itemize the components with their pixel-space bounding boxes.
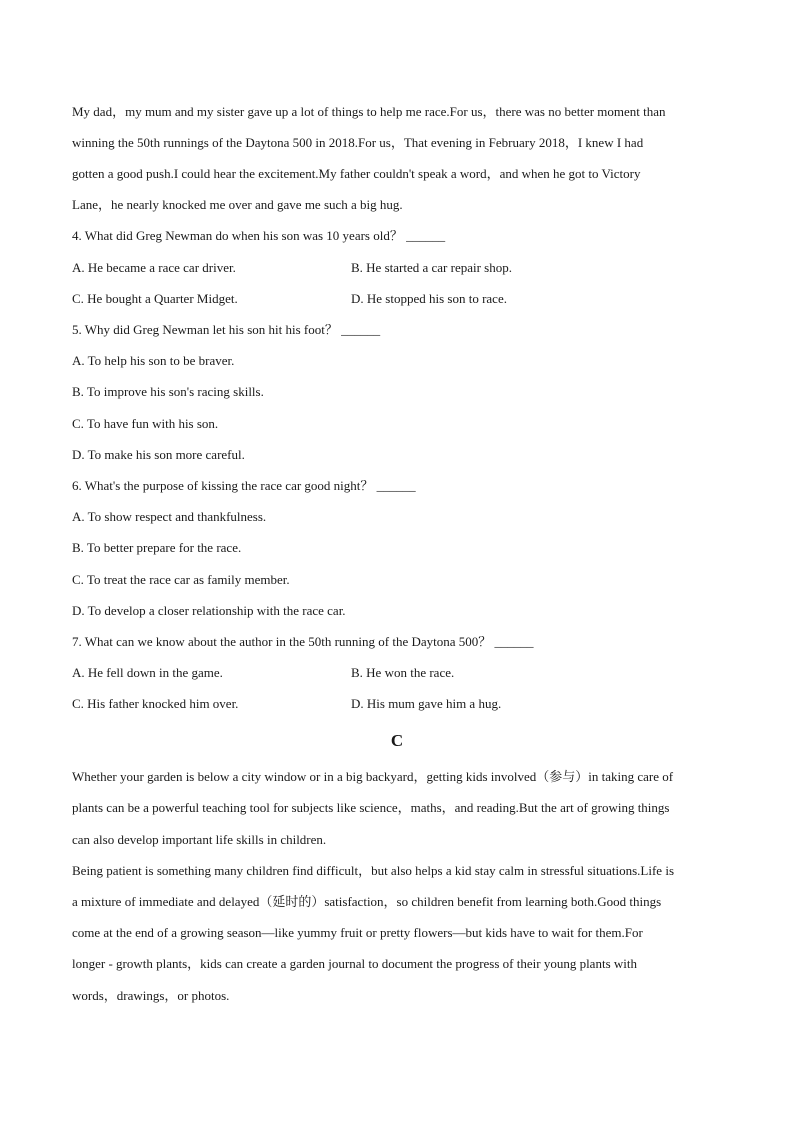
section-c-paragraph-2-line: Being patient is something many children find difficult，but also helps a kid stay calm in stressful situations.Life is	[72, 863, 674, 878]
question-6-stem: 6. What's the purpose of kissing the race car good night？ ______	[72, 478, 416, 493]
question-4-option-a: A. He became a race car driver.	[72, 260, 236, 275]
question-7-option-c: C. His father knocked him over.	[72, 696, 239, 711]
section-c-paragraph-1-line: Whether your garden is below a city window or in a big backyard，getting kids involved（参与）in taking care of	[72, 769, 674, 784]
question-5-option-a: A. To help his son to be braver.	[72, 353, 235, 368]
question-6-option-d: D. To develop a closer relationship with the race car.	[72, 603, 346, 618]
question-7-option-d: D. His mum gave him a hug.	[351, 696, 502, 711]
section-c-paragraph-1-line: can also develop important life skills in children.	[72, 832, 327, 847]
question-4-option-d: D. He stopped his son to race.	[351, 291, 507, 306]
section-c-paragraph-1-line: plants can be a powerful teaching tool for subjects like science，maths，and reading.But the art of growing things	[72, 800, 670, 815]
section-c-paragraph-2-line: a mixture of immediate and delayed（延时的）satisfaction，so children benefit from learning both.Good things	[72, 894, 662, 909]
passage-line: Lane，he nearly knocked me over and gave me such a big hug.	[72, 197, 403, 212]
question-7-option-b: B. He won the race.	[351, 665, 455, 680]
question-5-option-b: B. To improve his son's racing skills.	[72, 384, 264, 399]
section-c-paragraph-2-line: words，drawings，or photos.	[72, 988, 230, 1003]
question-4-option-c: C. He bought a Quarter Midget.	[72, 291, 238, 306]
section-c-title: C	[390, 731, 404, 750]
passage-line: My dad，my mum and my sister gave up a lot of things to help me race.For us，there was no better moment than	[72, 104, 666, 119]
question-6-option-a: A. To show respect and thankfulness.	[72, 509, 267, 524]
question-7-stem: 7. What can we know about the author in the 50th running of the Daytona 500？ ______	[72, 634, 534, 649]
question-4-option-b: B. He started a car repair shop.	[351, 260, 512, 275]
question-5-stem: 5. Why did Greg Newman let his son hit his foot？ ______	[72, 322, 381, 337]
question-5-option-d: D. To make his son more careful.	[72, 447, 245, 462]
section-c-paragraph-2-line: come at the end of a growing season—like yummy fruit or pretty flowers—but kids have to wait for them.For	[72, 925, 643, 940]
section-c-paragraph-2-line: longer - growth plants，kids can create a garden journal to document the progress of their young plants with	[72, 956, 637, 971]
passage-line: gotten a good push.I could hear the excitement.My father couldn't speak a word，and when he got to Victory	[72, 166, 641, 181]
question-6-option-c: C. To treat the race car as family member.	[72, 572, 290, 587]
question-5-option-c: C. To have fun with his son.	[72, 416, 219, 431]
question-6-option-b: B. To better prepare for the race.	[72, 540, 242, 555]
question-4-stem: 4. What did Greg Newman do when his son was 10 years old？ ______	[72, 228, 446, 243]
passage-line: winning the 50th runnings of the Daytona 500 in 2018.For us，That evening in February 2018，I knew I had	[72, 135, 644, 150]
question-7-option-a: A. He fell down in the game.	[72, 665, 223, 680]
